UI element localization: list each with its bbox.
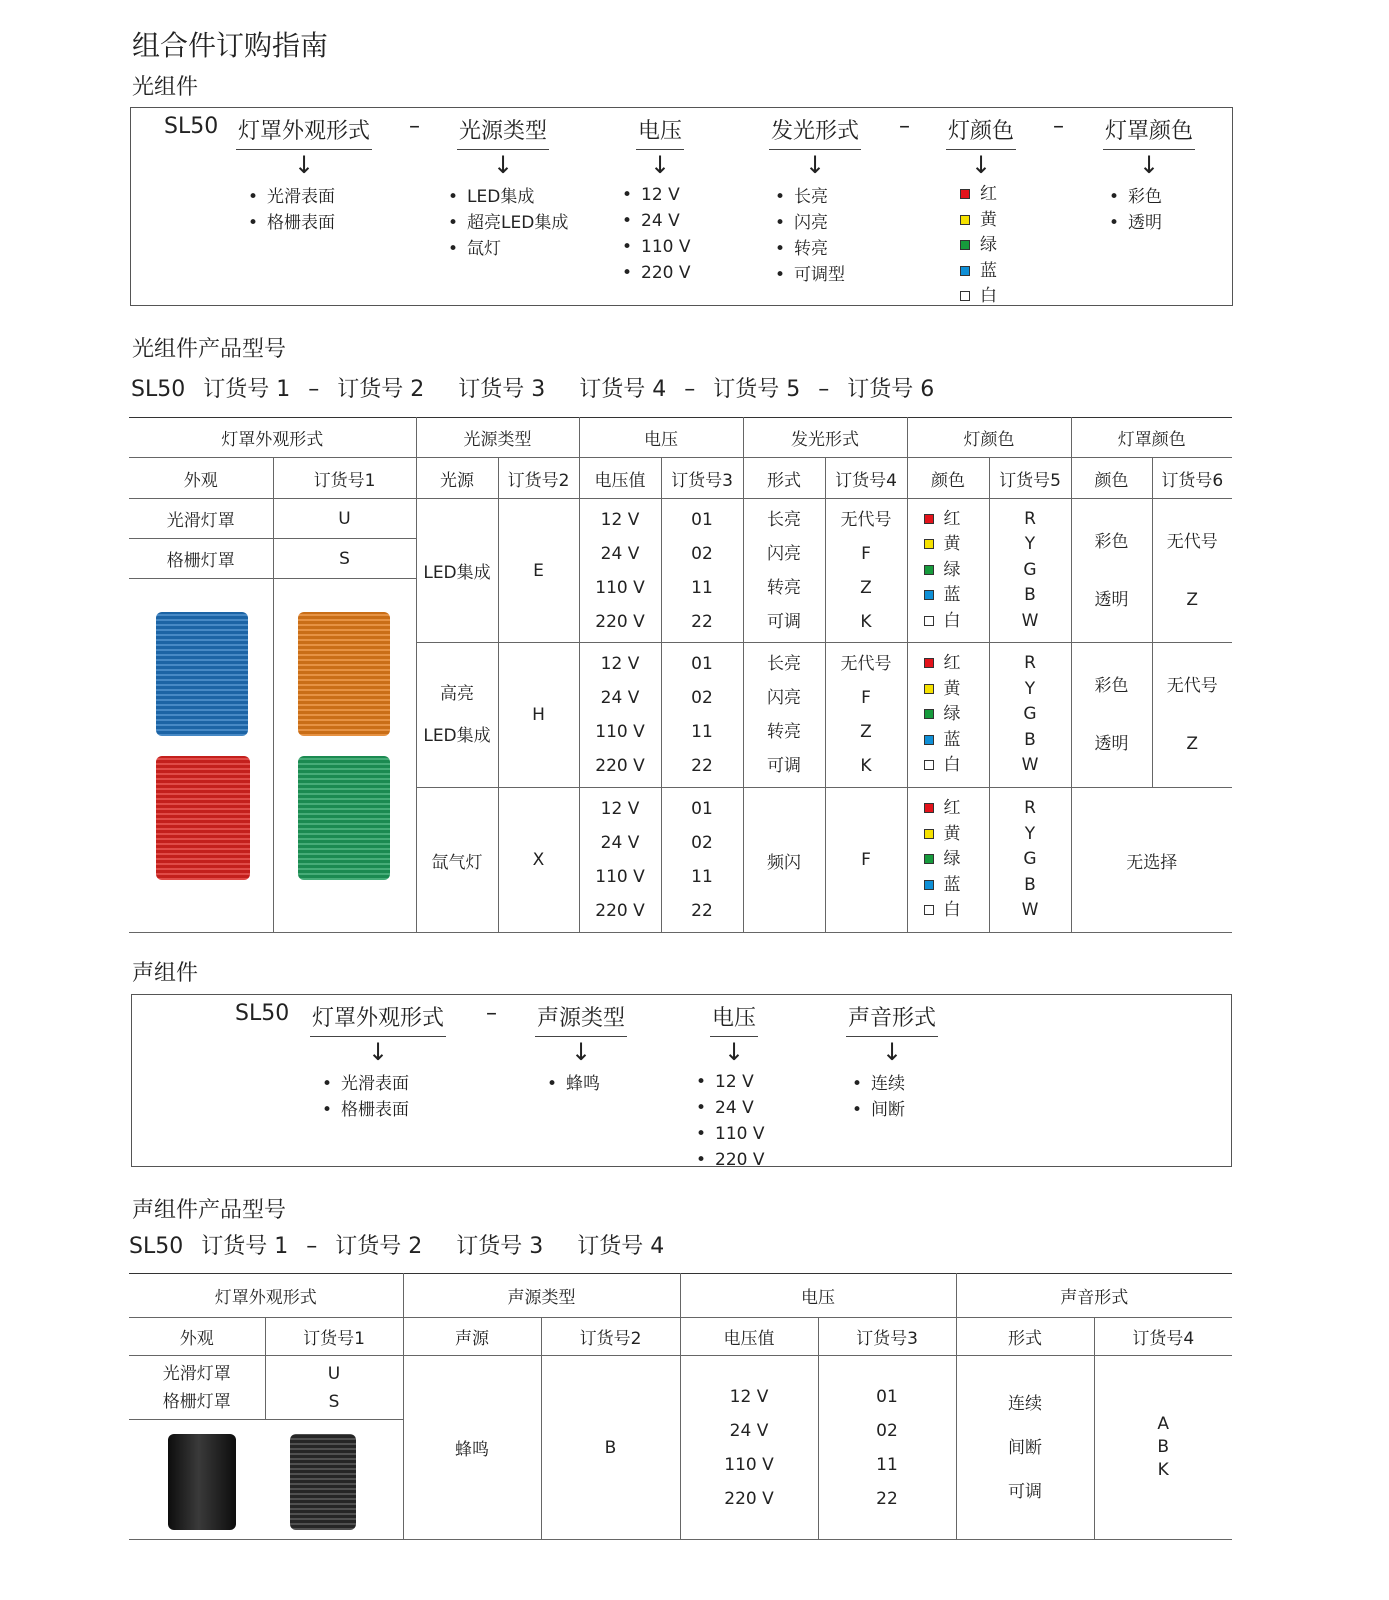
white-swatch-icon <box>924 616 934 626</box>
form-values: 长亮 闪亮 转亮 可调 <box>743 643 825 788</box>
red-swatch-icon <box>924 803 934 813</box>
voltage-values: 12 V 24 V 110 V 220 V <box>579 499 661 643</box>
group-header: 电压 <box>579 418 743 458</box>
light-model-heading: 光组件产品型号 <box>132 337 287 362</box>
source-code: X <box>498 788 579 933</box>
list-item: • 12 V <box>622 182 696 208</box>
arrow-down-icon: ↓ <box>970 151 992 179</box>
sub-header: 形式 <box>956 1318 1094 1356</box>
light-col-form <box>767 114 863 288</box>
voltage-codes: 01 02 11 22 <box>661 643 743 788</box>
sub-header: 订货号4 <box>825 458 907 499</box>
col-title: 光源类型 <box>457 114 549 150</box>
white-swatch-icon <box>960 291 970 301</box>
list-item: • 110 V <box>696 1121 770 1147</box>
light-col-covercolor <box>1101 114 1197 236</box>
sub-header: 颜色 <box>907 458 989 499</box>
color-values: 红 黄 绿 蓝 白 <box>907 788 989 933</box>
appearance-names: 光滑灯罩 格栅灯罩 <box>129 1356 265 1420</box>
col-title: 灯罩外观形式 <box>236 114 372 150</box>
sub-header: 外观 <box>129 458 273 499</box>
sub-header: 订货号6 <box>1152 458 1232 499</box>
green-lamp-image <box>298 756 390 880</box>
col-title: 灯颜色 <box>946 114 1016 150</box>
sound-config-box <box>131 994 1232 1170</box>
list-item: • 蜂鸣 <box>547 1071 629 1097</box>
form-values: 连续 间断 可调 <box>956 1356 1094 1540</box>
group-header: 灯罩外观形式 <box>129 418 416 458</box>
sub-header: 订货号1 <box>273 458 416 499</box>
source-code: E <box>498 499 579 643</box>
list-item: • 氙灯 <box>448 236 553 262</box>
col-title: 灯罩外观形式 <box>310 1001 446 1037</box>
list-item: • 闪亮 <box>775 210 863 236</box>
arrow-down-icon: ↓ <box>293 151 315 179</box>
source-code: B <box>541 1356 680 1540</box>
list-item: • 转亮 <box>775 236 863 262</box>
arrow-down-icon: ↓ <box>492 151 514 179</box>
list-item: • 间断 <box>852 1097 940 1123</box>
source-cell: 氙气灯 <box>416 788 498 933</box>
yellow-swatch-icon <box>924 829 934 839</box>
buzzer-smooth-image <box>168 1434 236 1530</box>
group-header: 灯罩外观形式 <box>129 1274 403 1318</box>
form-values: 频闪 <box>743 788 825 933</box>
color-item-green: 绿 <box>960 233 1016 259</box>
cover-none: 无选择 <box>1071 788 1232 933</box>
list-item: • 长亮 <box>775 184 863 210</box>
color-codes: R Y G B W <box>989 788 1071 933</box>
group-header: 光源类型 <box>416 418 579 458</box>
source-cell: LED集成 <box>416 499 498 643</box>
appearance-code: U <box>273 499 416 539</box>
appearance-name: 光滑灯罩 <box>129 499 273 539</box>
light-col-source <box>453 114 569 262</box>
group-header: 发光形式 <box>743 418 907 458</box>
sub-header: 订货号3 <box>818 1318 956 1356</box>
list-item: • 光滑表面 <box>322 1071 448 1097</box>
white-swatch-icon <box>924 905 934 915</box>
white-swatch-icon <box>924 760 934 770</box>
sub-header: 形式 <box>743 458 825 499</box>
form-codes: 无代号 F Z K <box>825 643 907 788</box>
color-values: 红 黄 绿 蓝 白 <box>907 643 989 788</box>
voltage-values: 12 V 24 V 110 V 220 V <box>680 1356 818 1540</box>
red-swatch-icon <box>924 514 934 524</box>
sub-header: 颜色 <box>1071 458 1152 499</box>
list-item: • 光滑表面 <box>248 184 374 210</box>
appearance-codes: U S <box>265 1356 403 1420</box>
sound-heading: 声组件 <box>132 961 199 986</box>
arrow-down-icon: ↓ <box>649 151 671 179</box>
col-title: 声音形式 <box>846 1001 938 1037</box>
sub-header: 光源 <box>416 458 498 499</box>
cover-codes: 无代号 Z <box>1152 643 1232 788</box>
list-item: • 220 V <box>622 260 696 286</box>
sub-header: 订货号2 <box>541 1318 680 1356</box>
yellow-swatch-icon <box>960 215 970 225</box>
page-title: 组合件订购指南 <box>132 29 329 62</box>
color-item-yellow: 黄 <box>960 208 1016 234</box>
yellow-swatch-icon <box>924 539 934 549</box>
form-codes: 无代号 F Z K <box>825 499 907 643</box>
list-item: • 110 V <box>622 234 696 260</box>
list-item: • 220 V <box>696 1147 770 1173</box>
arrow-down-icon: ↓ <box>881 1038 903 1066</box>
list-item: • 透明 <box>1109 210 1197 236</box>
sound-prefix: SL50 <box>235 1001 290 1026</box>
blue-swatch-icon <box>960 266 970 276</box>
list-item: • 超亮LED集成 <box>448 210 553 236</box>
sound-model-heading: 声组件产品型号 <box>132 1198 287 1223</box>
separator-dash: – <box>1053 114 1064 139</box>
voltage-codes: 01 02 11 22 <box>661 788 743 933</box>
blue-swatch-icon <box>924 590 934 600</box>
col-title: 灯罩颜色 <box>1103 114 1195 150</box>
list-item: • 可调型 <box>775 262 863 288</box>
sub-header: 订货号1 <box>265 1318 403 1356</box>
light-model-line: SL50 订货号 1 – 订货号 2 订货号 3 订货号 4 – 订货号 5 – 订货号 6 <box>131 377 935 402</box>
voltage-values: 12 V 24 V 110 V 220 V <box>579 643 661 788</box>
sound-col-form <box>844 1001 940 1123</box>
sub-header: 订货号4 <box>1094 1318 1232 1356</box>
arrow-down-icon: ↓ <box>570 1038 592 1066</box>
sub-header: 电压值 <box>579 458 661 499</box>
sub-header: 声源 <box>403 1318 541 1356</box>
group-header: 灯颜色 <box>907 418 1071 458</box>
cover-values: 彩色 透明 <box>1071 499 1152 643</box>
color-item-red: 红 <box>960 182 1016 208</box>
sound-col-source <box>533 1001 629 1097</box>
voltage-codes: 01 02 11 22 <box>818 1356 956 1540</box>
appearance-name: 格栅灯罩 <box>129 539 273 579</box>
sub-header: 订货号5 <box>989 458 1071 499</box>
sub-header: 订货号2 <box>498 458 579 499</box>
voltage-values: 12 V 24 V 110 V 220 V <box>579 788 661 933</box>
light-config-box <box>130 107 1233 306</box>
group-header: 灯罩颜色 <box>1071 418 1232 458</box>
light-col-cover <box>234 114 374 236</box>
arrow-down-icon: ↓ <box>1138 151 1160 179</box>
color-codes: R Y G B W <box>989 643 1071 788</box>
source-cell: 高亮 LED集成 <box>416 643 498 788</box>
list-item: • 格栅表面 <box>322 1097 448 1123</box>
form-values: 长亮 闪亮 转亮 可调 <box>743 499 825 643</box>
group-header: 声音形式 <box>956 1274 1232 1318</box>
red-swatch-icon <box>960 189 970 199</box>
red-swatch-icon <box>924 658 934 668</box>
green-swatch-icon <box>924 565 934 575</box>
red-lamp-image <box>156 756 250 880</box>
col-title: 电压 <box>636 114 684 150</box>
sound-col-cover <box>308 1001 448 1123</box>
orange-lamp-image <box>298 612 390 736</box>
light-col-color <box>946 114 1016 310</box>
list-item: • 12 V <box>696 1069 770 1095</box>
sub-header: 订货号3 <box>661 458 743 499</box>
cover-codes: 无代号 Z <box>1152 499 1232 643</box>
list-item: • 24 V <box>622 208 696 234</box>
arrow-down-icon: ↓ <box>804 151 826 179</box>
list-item: • 连续 <box>852 1071 940 1097</box>
blue-swatch-icon <box>924 880 934 890</box>
buzzer-grid-image <box>290 1434 356 1530</box>
arrow-down-icon: ↓ <box>367 1038 389 1066</box>
col-title: 发光形式 <box>769 114 861 150</box>
appearance-code: S <box>273 539 416 579</box>
source-code: H <box>498 643 579 788</box>
list-item: • 24 V <box>696 1095 770 1121</box>
group-header: 声源类型 <box>403 1274 680 1318</box>
form-codes: F <box>825 788 907 933</box>
color-values: 红 黄 绿 蓝 白 <box>907 499 989 643</box>
list-item: • 格栅表面 <box>248 210 374 236</box>
light-col-voltage <box>624 114 696 286</box>
green-swatch-icon <box>960 240 970 250</box>
separator-dash: – <box>486 1001 497 1026</box>
list-item: • 彩色 <box>1109 184 1197 210</box>
green-swatch-icon <box>924 854 934 864</box>
col-title: 声源类型 <box>535 1001 627 1037</box>
color-codes: R Y G B W <box>989 499 1071 643</box>
blue-lamp-image <box>156 612 248 736</box>
sub-header: 外观 <box>129 1318 265 1356</box>
arrow-down-icon: ↓ <box>723 1038 745 1066</box>
separator-dash: – <box>899 114 910 139</box>
list-item: • LED集成 <box>448 184 553 210</box>
color-item-white: 白 <box>960 284 1016 310</box>
sound-model-line: SL50 订货号 1 – 订货号 2 订货号 3 订货号 4 <box>129 1234 665 1259</box>
group-header: 电压 <box>680 1274 956 1318</box>
light-prefix: SL50 <box>164 114 219 139</box>
col-title: 电压 <box>710 1001 758 1037</box>
cover-values: 彩色 透明 <box>1071 643 1152 788</box>
sub-header: 电压值 <box>680 1318 818 1356</box>
light-heading: 光组件 <box>132 75 199 100</box>
voltage-codes: 01 02 11 22 <box>661 499 743 643</box>
light-product-table <box>129 417 1232 933</box>
separator-dash: – <box>409 114 420 139</box>
form-codes: A B K <box>1094 1356 1232 1540</box>
color-item-blue: 蓝 <box>960 259 1016 285</box>
yellow-swatch-icon <box>924 684 934 694</box>
source-cell: 蜂鸣 <box>403 1356 541 1540</box>
blue-swatch-icon <box>924 735 934 745</box>
sound-col-voltage <box>698 1001 770 1173</box>
green-swatch-icon <box>924 709 934 719</box>
